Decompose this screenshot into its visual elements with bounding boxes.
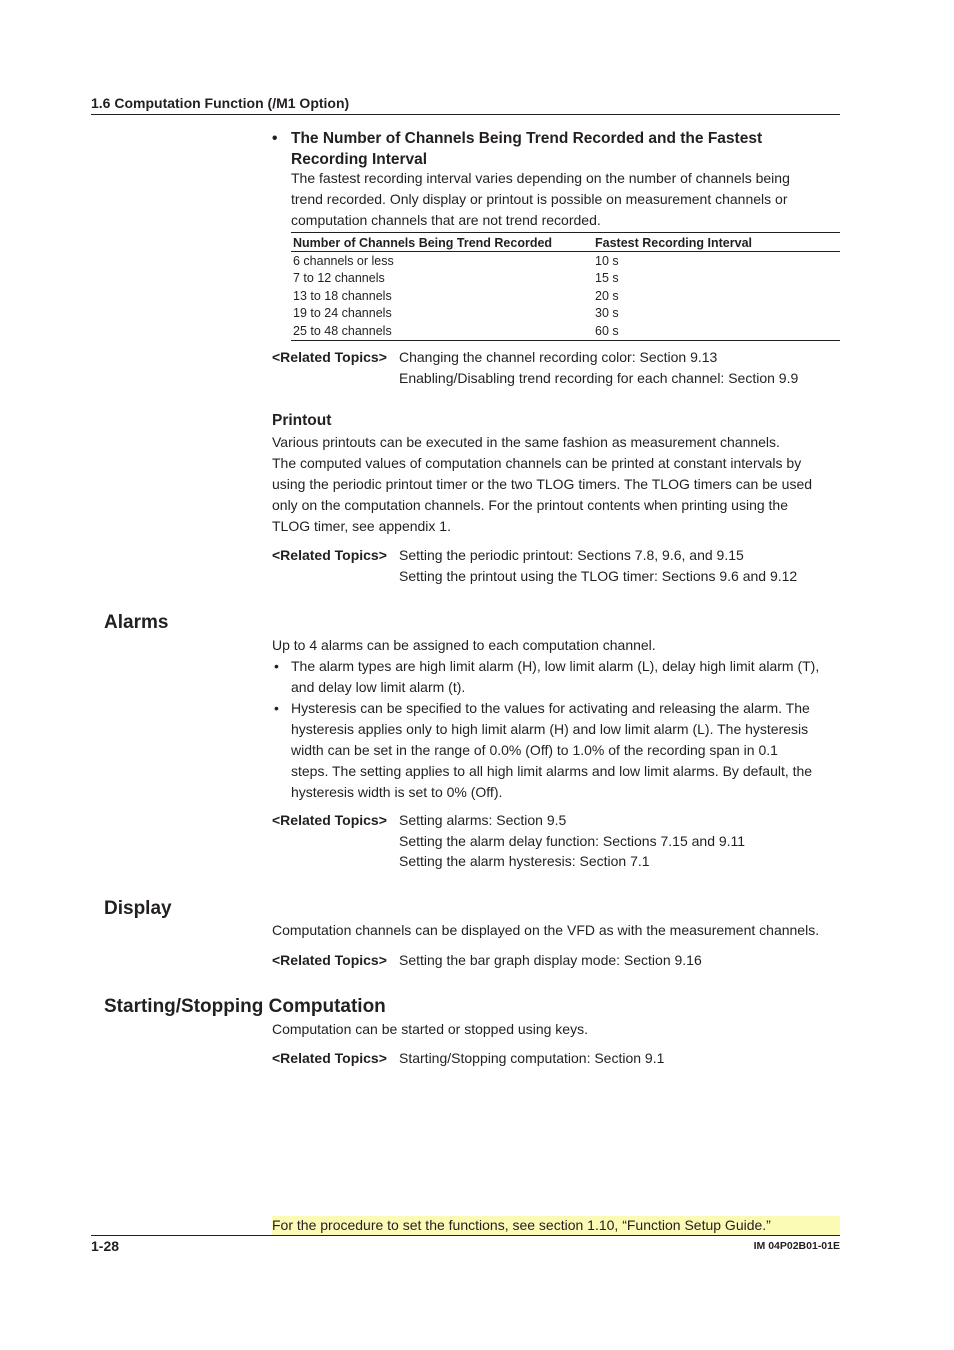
table-cell-interval: 60 s	[595, 323, 619, 338]
printout-para-line: The computed values of computation channels can be printed at constant intervals by	[272, 455, 802, 471]
footer-divider	[91, 1235, 840, 1236]
alarms-bullet-hysteresis	[272, 698, 842, 803]
document-id: IM 04P02B01-01E	[753, 1240, 840, 1252]
table-cell-channels: 7 to 12 channels	[293, 271, 385, 286]
bullet-marker: •	[274, 700, 279, 716]
related-topics-label: <Related Topics>	[272, 349, 387, 365]
printout-paragraph	[272, 432, 842, 537]
table-header-row	[291, 233, 840, 252]
alarms-bullet-line: width can be set in the range of 0.0% (Off) to 1.0% of the recording span in 0.1	[291, 742, 778, 758]
table-row	[291, 252, 840, 270]
printout-para-line: Various printouts can be executed in the same fashion as measurement channels.	[272, 434, 780, 450]
alarms-bullet-types	[272, 656, 842, 698]
table-header-channels: Number of Channels Being Trend Recorded	[291, 233, 593, 252]
table-cell-interval: 10 s	[595, 253, 619, 268]
trend-paragraph	[291, 168, 831, 231]
section-header-title: 1.6 Computation Function (/M1 Option)	[91, 95, 350, 111]
printout-para-line: only on the computation channels. For the printout contents when printing using the	[272, 497, 788, 513]
related-topic-line: Setting the printout using the TLOG timer: Sections 9.6 and 9.12	[399, 568, 798, 584]
header-divider	[91, 114, 840, 115]
related-topic-line: Setting the alarm delay function: Sections 7.15 and 9.11	[399, 833, 746, 849]
table-row	[291, 305, 840, 323]
related-topics-label: <Related Topics>	[272, 547, 387, 563]
printout-heading: Printout	[272, 412, 332, 429]
related-topic-line: Setting the periodic printout: Sections 7.8, 9.6, and 9.15	[399, 547, 744, 563]
table-row	[291, 270, 840, 288]
table-row	[291, 322, 840, 340]
table-cell-interval: 20 s	[595, 288, 619, 303]
trend-para-line: trend recorded. Only display or printout is possible on measurement channels or	[291, 191, 788, 207]
table-cell-interval: 30 s	[595, 306, 619, 321]
related-topic-line: Setting alarms: Section 9.5	[399, 812, 567, 828]
alarms-bullet-line: hysteresis applies only to high limit alarm (H) and low limit alarm (L). The hysteresis	[291, 721, 809, 737]
alarms-bullet-line: Hysteresis can be specified to the values for activating and releasing the alarm. The	[291, 700, 810, 716]
related-topics-label: <Related Topics>	[272, 952, 387, 968]
related-topic-line: Enabling/Disabling trend recording for each channel: Section 9.9	[399, 370, 799, 386]
alarms-bullet-line: hysteresis width is set to 0% (Off).	[291, 784, 503, 800]
bullet-marker: •	[272, 130, 278, 147]
printout-para-line: TLOG timer, see appendix 1.	[272, 518, 451, 534]
printout-para-line: using the periodic printout timer or the two TLOG timers. The TLOG timers can be used	[272, 476, 813, 492]
alarms-bullet-line: and delay low limit alarm (t).	[291, 679, 466, 695]
alarms-heading: Alarms	[104, 612, 169, 633]
table-header-interval: Fastest Recording Interval	[593, 233, 840, 252]
related-topic-line: Starting/Stopping computation: Section 9.1	[399, 1050, 665, 1066]
trend-heading-line-1: The Number of Channels Being Trend Recorded and the Fastest	[291, 130, 763, 147]
page-number: 1-28	[91, 1238, 120, 1254]
alarms-intro: Up to 4 alarms can be assigned to each computation channel.	[272, 637, 656, 653]
alarms-bullet-line: The alarm types are high limit alarm (H), low limit alarm (L), delay high limit alarm (T),	[291, 658, 820, 674]
trend-heading-line-2: Recording Interval	[291, 151, 428, 168]
table-cell-channels: 6 channels or less	[293, 253, 394, 268]
table-cell-channels: 25 to 48 channels	[293, 323, 392, 338]
function-setup-guide-note: For the procedure to set the functions, see section 1.10, “Function Setup Guide.”	[272, 1216, 840, 1235]
table-cell-interval: 15 s	[595, 271, 619, 286]
table-cell-channels: 19 to 24 channels	[293, 306, 392, 321]
trend-heading	[272, 128, 832, 170]
bullet-marker: •	[274, 658, 279, 674]
related-topics-label: <Related Topics>	[272, 1050, 387, 1066]
table-row	[291, 287, 840, 305]
trend-para-line: computation channels that are not trend recorded.	[291, 212, 601, 228]
related-topics-label: <Related Topics>	[272, 812, 387, 828]
alarms-bullet-line: steps. The setting applies to all high limit alarms and low limit alarms. By default, the	[291, 763, 813, 779]
startstop-heading: Starting/Stopping Computation	[104, 996, 386, 1017]
related-topic-line: Setting the alarm hysteresis: Section 7.1	[399, 853, 650, 869]
related-topic-line: Changing the channel recording color: Section 9.13	[399, 349, 718, 365]
recording-interval-table	[291, 232, 840, 341]
startstop-paragraph: Computation can be started or stopped using keys.	[272, 1021, 588, 1037]
related-topic-line: Setting the bar graph display mode: Section 9.16	[399, 952, 702, 968]
display-heading: Display	[104, 898, 172, 919]
trend-para-line: The fastest recording interval varies depending on the number of channels being	[291, 170, 790, 186]
display-paragraph: Computation channels can be displayed on the VFD as with the measurement channels.	[272, 922, 820, 938]
table-cell-channels: 13 to 18 channels	[293, 288, 392, 303]
